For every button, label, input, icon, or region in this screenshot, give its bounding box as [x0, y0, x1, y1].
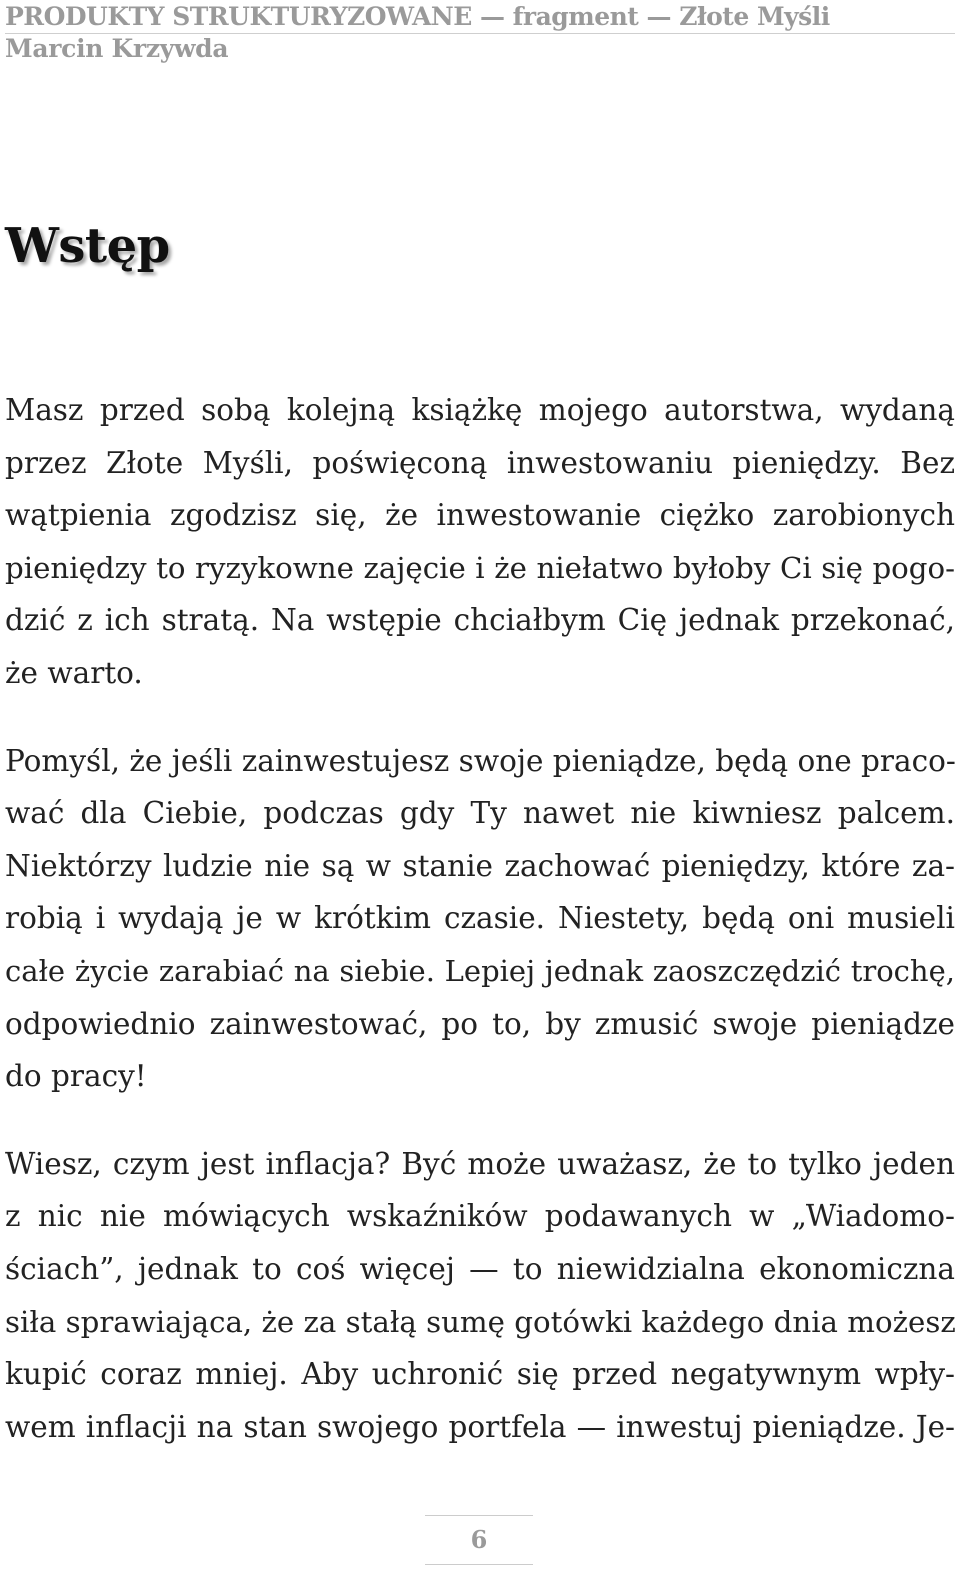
author-name: Marcin Krzywda: [5, 34, 229, 63]
text-line: odpowiednio zainwestować, po to, by zmusić swoje pieniądze: [5, 1006, 955, 1041]
text-line: Masz przed sobą kolejną książkę mojego autorstwa, wydaną: [5, 393, 955, 427]
paragraph-1: [5, 384, 955, 700]
text-line: przez Złote Myśli, poświęconą inwestowaniu pieniędzy. Bez: [5, 445, 955, 480]
running-title: PRODUKTY STRUKTURYZOWANE — fragment — Złote Myśli: [5, 2, 830, 31]
text-line: do pracy!: [5, 1059, 147, 1094]
text-line: że warto.: [5, 655, 143, 690]
paragraph-3: [5, 1138, 955, 1454]
text-line: robią i wydają je w krótkim czasie. Niestety, będą oni musieli: [5, 901, 955, 936]
text-line: siła sprawiająca, że za stałą sumę gotówki każdego dnia możesz: [5, 1304, 956, 1339]
text-line: z nic nie mówiących wskaźników podawanych w „Wiadomo-: [5, 1199, 955, 1234]
text-line: dzić z ich stratą. Na wstępie chciałbym Cię jednak przekonać,: [5, 603, 955, 638]
page-number: 6: [470, 1525, 488, 1554]
page-footer: [425, 1515, 533, 1565]
text-line: Pomyśl, że jeśli zainwestujesz swoje pieniądze, będą one praco-: [5, 743, 956, 778]
chapter-title: Wstęp: [5, 218, 170, 274]
paragraph-spacer: [5, 700, 955, 735]
text-line: Niektórzy ludzie nie są w stanie zachować pieniędzy, które za-: [5, 848, 955, 883]
paragraph-2: [5, 735, 955, 1103]
chapter-body: [5, 384, 955, 1453]
header-divider: [5, 33, 955, 34]
text-line: całe życie zarabiać na siebie. Lepiej jednak zaoszczędzić trochę,: [5, 953, 955, 988]
text-line: Wiesz, czym jest inflacja? Być może uważasz, że to tylko jeden: [5, 1146, 955, 1181]
running-header: [5, 2, 955, 64]
footer-divider-top: [425, 1515, 533, 1516]
text-line: wątpienia zgodzisz się, że inwestowanie ciężko zarobionych: [5, 498, 955, 533]
text-line: wać dla Ciebie, podczas gdy Ty nawet nie kiwniesz palcem.: [5, 796, 955, 831]
footer-divider-bottom: [425, 1564, 533, 1565]
paragraph-spacer: [5, 1103, 955, 1138]
text-line: wem inflacji na stan swojego portfela — inwestuj pieniądze. Je-: [5, 1409, 955, 1444]
text-line: ściach”, jednak to coś więcej — to niewidzialna ekonomiczna: [5, 1251, 955, 1286]
text-line: pieniędzy to ryzykowne zajęcie i że niełatwo byłoby Ci się pogo-: [5, 550, 955, 585]
text-line: kupić coraz mniej. Aby uchronić się przed negatywnym wpły-: [5, 1357, 955, 1392]
